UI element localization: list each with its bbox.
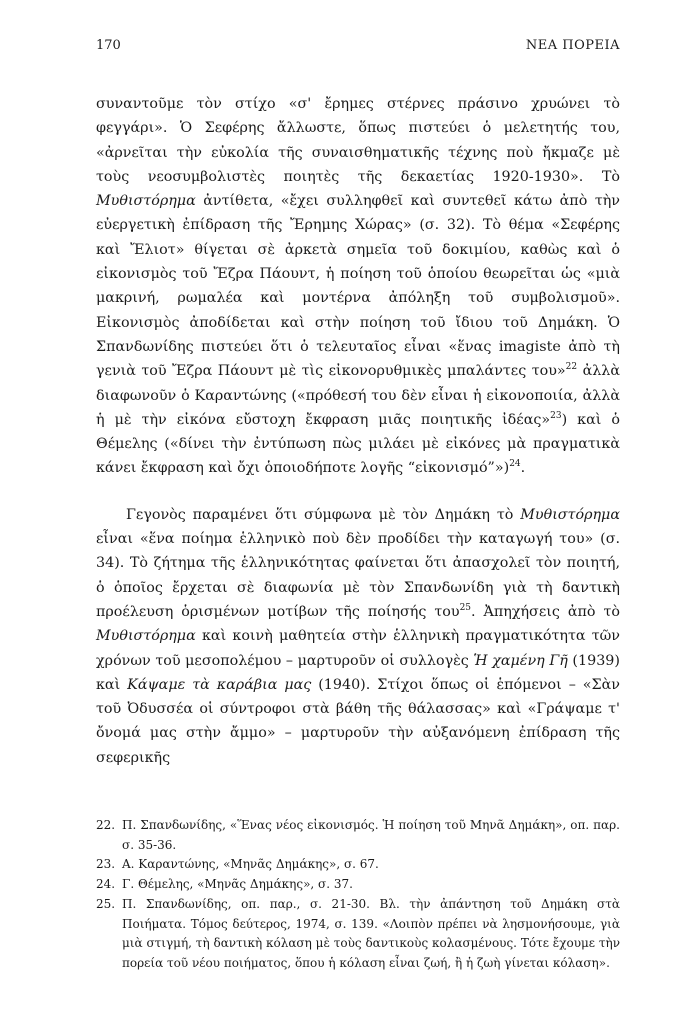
page-number: 170 xyxy=(96,38,121,53)
footnote-text: Α. Καραντώνης, «Μηνᾶς Δημάκης», σ. 67. xyxy=(122,857,379,872)
footnote xyxy=(96,855,620,875)
body-text xyxy=(96,92,620,770)
italic-title: Μυθιστόρημα xyxy=(96,628,196,645)
footnote-ref: 25 xyxy=(459,603,472,614)
text-run: συναντοῦμε τὸν στίχο «σ' ἔρημες στέρνες πράσινο χρυώνει τὸ φεγγάρι». Ὁ Σεφέρης ἄλλωστε, ὅπως πιστεύει ὁ μελετητής του, «ἀρνεῖται τὴν εὐκολία τῆς συναισθηματικῆς τέχνης ποὺ ἤκμαζε μὲ τοὺς νεοσυμβολιστὲς ποιητὲς τῆς δεκαετίας 1920-1930». Τὸ xyxy=(96,96,620,185)
text-run: . Ἀπηχήσεις ἀπὸ τὸ xyxy=(471,603,620,620)
footnote-number: 23. xyxy=(96,857,116,872)
text-run: Γεγονὸς παραμένει ὅτι σύμφωνα μὲ τὸν Δημάκη τὸ xyxy=(126,506,521,523)
running-head: ΝΕΑ ΠΟΡΕΙΑ xyxy=(525,38,620,53)
italic-title: Κάψαμε τὰ καράβια μας xyxy=(127,676,312,693)
footnote xyxy=(96,875,620,895)
text-run: εἶναι «ἕνα ποίημα ἑλληνικὸ ποὺ δὲν προδίδει τὴν καταγωγή του» (σ. 34). Τὸ ζήτημα τῆς ἑλληνικότητας φαίνεται ὅτι ἀπασχολεῖ τὸν ποιητή, ὁ ὁποῖος ἔρχεται σὲ διαφωνία μὲ τὸν Σπανδωνίδη γιὰ τὴ δαντικὴ προέλευση ὁρισμένων μοτίβων τῆς ποίησής του xyxy=(96,531,620,620)
footnote xyxy=(96,816,620,855)
italic-title: Ἡ χαμένη Γῆ xyxy=(473,652,568,669)
text-run: καὶ κοινὴ μαθητεία στὴν ἑλληνικὴ πραγματικότητα τῶν χρόνων τοῦ μεσοπολέμου – μαρτυροῦν οἱ συλλογὲς xyxy=(96,628,620,669)
footnote-number: 24. xyxy=(96,877,116,892)
page-header xyxy=(96,38,620,58)
text-run: ἀλλὰ διαφωνοῦν ὁ Καραντώνης («πρόθεσή του δὲν εἶναι ἡ εἰκονοποιία, ἀλλὰ ἡ μὲ τὴν εἰκόνα εὔστοχη ἔκφραση μιᾶς ποιητικῆς ἰδέας» xyxy=(96,363,621,428)
paragraph xyxy=(96,92,620,481)
text-run: (1939) καὶ xyxy=(96,652,620,693)
text-run: . xyxy=(520,460,526,477)
footnote xyxy=(96,895,620,974)
paragraph xyxy=(96,503,620,770)
footnote-ref: 22 xyxy=(565,362,578,373)
italic-title: Μυθιστόρημα xyxy=(96,193,196,210)
footnote-ref: 24 xyxy=(509,459,521,470)
text-run: (1940). Στίχοι ὅπως οἱ ἑπόμενοι – «Σὰν τοῦ Ὀδυσσέα οἱ σύντροφοι στὰ βάθη τῆς θάλασσας» καὶ «Γράψαμε τ' ὄνομά μας στὴν ἄμμο» – μαρτυροῦν τὴν αὐξανόμενη ἐπίδραση τῆς σεφερικῆς xyxy=(96,676,620,766)
footnotes xyxy=(96,816,620,974)
footnote-ref: 23 xyxy=(550,411,562,422)
footnote-number: 22. xyxy=(96,818,116,832)
text-run: ἀντίθετα, «ἔχει συλληφθεῖ καὶ συντεθεῖ κάτω ἀπὸ τὴν εὐεργετικὴ ἐπίδραση τῆς Ἔρημης Χώρας» (σ. 32). Τὸ θέμα «Σεφέρης καὶ Ἔλιοτ» θίγεται σὲ ἀρκετὰ σημεῖα τοῦ δοκιμίου, καθὼς καὶ ὁ εἰκονισμὸς τοῦ Ἔζρα Πάουντ, ἡ ποίηση τοῦ ὁποίου θεωρεῖται ὡς «μιὰ μακρινή, ρωμαλέα καὶ μοντέρνα ἀπόληξη τοῦ συμβολισμοῦ». Εἰκονισμὸς ἀποδίδεται καὶ στὴν ποίηση τοῦ ἴδιου τοῦ Δημάκη. Ὁ Σπανδωνίδης πιστεύει ὅτι ὁ τελευταῖος εἶναι «ἕνας imagiste ἀπὸ τὴ γενιὰ τοῦ Ἔζρα Πάουντ μὲ τὶς εἰκονορυθμικὲς μπαλάντες του» xyxy=(96,193,620,380)
text-run: ) καὶ ὁ Θέμελης («δίνει τὴν ἐντύπωση πὼς μιλάει μὲ εἰκόνες μὰ πραγματικὰ κάνει ἔκφραση καὶ ὄχι ὁποιοδήποτε λογῆς “εἰκονισμό”») xyxy=(96,411,620,477)
footnote-text: Γ. Θέμελης, «Μηνᾶς Δημάκης», σ. 37. xyxy=(122,877,353,892)
footnote-text: Π. Σπανδωνίδης, «Ἕνας νέος εἰκονισμός. Ἡ ποίηση τοῦ Μηνᾶ Δημάκη», οπ. παρ. σ. 35-36. xyxy=(122,818,620,852)
italic-title: Μυθιστόρημα xyxy=(520,506,620,523)
footnote-number: 25. xyxy=(96,896,116,911)
footnote-text: Π. Σπανδωνίδης, οπ. παρ., σ. 21-30. Βλ. τὴν ἀπάντηση τοῦ Δημάκη στὰ Ποιήματα. Τόμος δεύτερος, 1974, σ. 139. «Λοιπὸν πρέπει νὰ λησμονήσουμε, γιὰ μιὰ στιγμή, τὴ δαντικὴ κόλαση μὲ τοὺς δαντικοὺς κολασμένους. Τότε ἔχουμε τὴν πορεία τοῦ νέου ποιήματος, ὅπου ἡ κόλαση εἶναι ζωή, ἢ ἡ ζωὴ γίνεται κόλαση». xyxy=(122,896,620,970)
